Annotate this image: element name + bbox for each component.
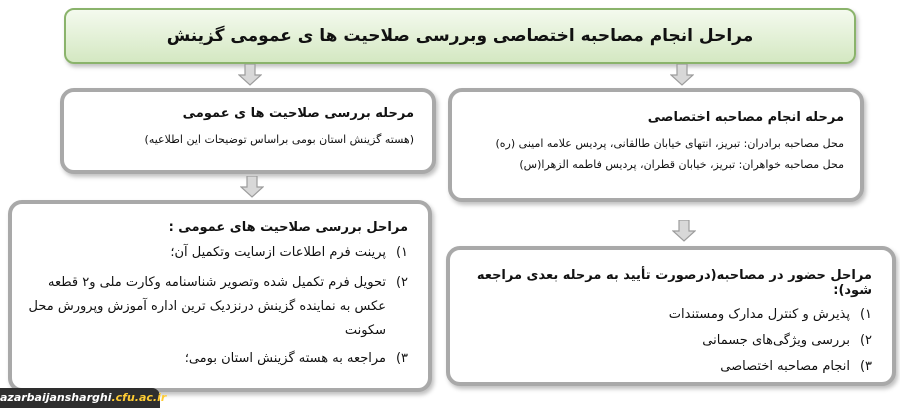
brothers-interview-location: محل مصاحبه برادران: تبریز، انتهای خیابان طالقانی، پردیس علامه امینی (ره) [495,137,844,150]
general-qualification-note: (هسته گزینش استان بومی براساس توضیحات این اطلاعیه) [144,133,414,146]
list-item-text: مراجعه به هسته گزینش استان بومی؛ [184,351,386,366]
list-item-text: پذیرش و کنترل مدارک ومستندات [668,307,850,322]
list-item [464,306,872,324]
down-arrow-icon [238,64,262,86]
interview-attendance-heading: مراحل حضور در مصاحبه(درصورت تأیید به مرحله بعدی مراجعه شود): [476,268,872,298]
list-item-text: تحویل فرم تکمیل شده وتصویر شناسنامه وکارت ملی و۲ قطعه عکس به نماینده گزینش درنزدیک ترین اداره آموزش وپرورش محل سکونت [28,275,386,338]
down-arrow-icon [670,64,694,86]
list-item-text: بررسی ویژگی‌های جسمانی [702,333,850,348]
down-arrow-icon [672,220,696,242]
general-qualification-steps-list [26,243,408,369]
list-item [26,349,408,369]
list-item-number: ۲) [395,275,408,290]
general-qualification-heading: مرحله بررسی صلاحیت ها ی عمومی [182,106,414,121]
list-item-text: انجام مصاحبه اختصاصی [720,359,850,374]
interview-attendance-steps-box [446,246,896,386]
general-qualification-steps-box [8,200,432,392]
interview-stage-heading: مرحله انجام مصاحبه اختصاصی [647,110,844,125]
general-qualification-steps-heading: مراحل بررسی صلاحیت های عمومی : [168,220,408,235]
list-item-text: پرینت فرم اطلاعات ازسایت وتکمیل آن؛ [170,245,386,260]
list-item-number: ۱) [859,307,872,322]
down-arrow-icon [240,176,264,198]
list-item-number: ۳) [395,351,408,366]
list-item [26,271,408,343]
list-item [464,332,872,350]
list-item-number: ۱) [395,245,408,260]
list-item-number: ۲) [859,333,872,348]
list-item-number: ۳) [859,359,872,374]
diagram-title-box [64,8,856,64]
watermark-main: azarbaijansharghi [0,391,112,404]
diagram-title: مراحل انجام مصاحبه اختصاصی وبررسی صلاحیت ها ی عمومی گزینش [166,26,754,46]
interview-attendance-steps-list [464,306,872,376]
interview-stage-box [448,88,864,202]
list-item [464,358,872,376]
list-item [26,243,408,263]
watermark-accent: .cfu.ac.ir [111,391,167,404]
site-watermark [0,388,167,408]
general-qualification-stage-box [60,88,436,174]
sisters-interview-location: محل مصاحبه خواهران: تبریز، خیابان قطران، پردیس فاطمه الزهرا(س) [519,158,844,171]
